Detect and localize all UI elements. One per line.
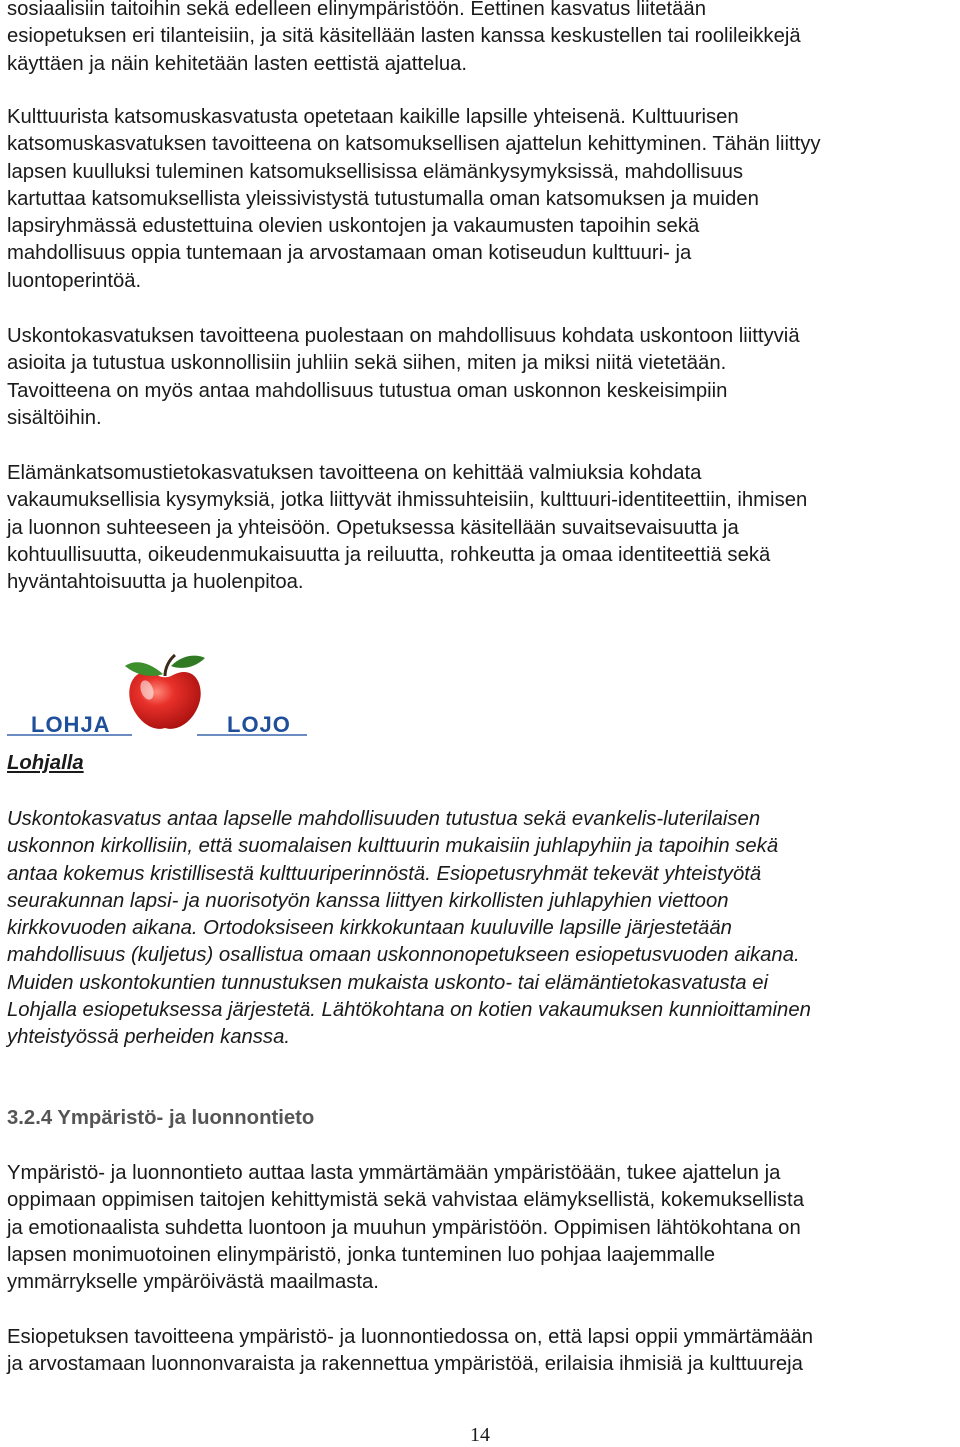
text-line: ymmärrykselle ympäröivästä maailmasta. bbox=[7, 1271, 379, 1294]
text-line: luontoperintöä. bbox=[7, 269, 142, 292]
logo-text-lohja: LOHJA bbox=[31, 712, 111, 737]
text-line: sosiaalisiin taitoihin sekä edelleen elinympäristöön. Eettinen kasvatus liitetään bbox=[7, 0, 706, 20]
lohjalla-subheading: Lohjalla bbox=[7, 752, 84, 774]
text-line: Lohjalla esiopetuksessa järjestetä. Lähtökohtana on kotien vakaumuksen kunnioittaminen bbox=[7, 999, 811, 1022]
text-line: kartuttaa katsomuksellista yleissivistystä tutustumalla oman katsomuksen ja muiden bbox=[7, 187, 759, 210]
text-line: lapsiryhmässä edustettuina olevien uskontojen ja vakaumusten tapoihin sekä bbox=[7, 215, 700, 238]
text-line: seurakunnan lapsi- ja nuorisotyön kanssa liittyen kirkollisten juhlapyhien viettoon bbox=[7, 889, 729, 912]
text-line: Uskontokasvatus antaa lapselle mahdollisuuden tutustua sekä evankelis-luterilaisen bbox=[7, 808, 761, 830]
text-line: Esiopetuksen tavoitteena ympäristö- ja luonnontiedossa on, että lapsi oppii ymmärtämään bbox=[7, 1326, 814, 1348]
text-line: uskonnon kirkollisiin, että suomalaisen kulttuurin mukaisiin juhlapyhiin ja tapoihin sekä bbox=[7, 835, 779, 858]
text-line: vakaumuksellisia kysymyksiä, jotka liittyvät ihmissuhteisiin, kulttuuri-identiteettiin, ihmisen bbox=[7, 489, 808, 512]
text-line: Muiden uskontokuntien tunnustuksen mukaista uskonto- tai elämäntietokasvatusta ei bbox=[7, 971, 768, 994]
text-line: yhteistyössä perheiden kanssa. bbox=[7, 1026, 290, 1049]
paragraph-environment bbox=[7, 1160, 952, 1296]
text-line: asioita ja tutustua uskonnollisiin juhliin sekä siihen, miten ja miksi niitä vietetään. bbox=[7, 352, 727, 375]
text-line: Elämänkatsomustietokasvatuksen tavoitteena on kehittää valmiuksia kohdata bbox=[7, 462, 702, 484]
text-line: Kulttuurista katsomuskasvatusta opetetaan kaikille lapsille yhteisenä. Kulttuurisen bbox=[7, 106, 739, 128]
text-line: mahdollisuus oppia tuntemaan ja arvostamaan oman kotiseudun kulttuuri- ja bbox=[7, 242, 692, 265]
paragraph-ethics-education bbox=[7, 460, 952, 596]
text-line: Uskontokasvatuksen tavoitteena puolestaan on mahdollisuus kohdata uskontoon liittyviä bbox=[7, 325, 800, 347]
text-line: oppimaan oppimisen taitojen kehittymistä sekä vahvistaa elämyksellistä, kokemuksellista bbox=[7, 1189, 804, 1212]
text-line: Ympäristö- ja luonnontieto auttaa lasta ymmärtämään ympäristöään, tukee ajattelun ja bbox=[7, 1162, 781, 1184]
logo-text-lojo: LOJO bbox=[227, 712, 291, 737]
text-line: esiopetuksen eri tilanteisiin, ja sitä käsitellään lasten kanssa keskustellen tai roolileikkejä bbox=[7, 25, 801, 48]
lohja-lojo-logo bbox=[7, 650, 312, 740]
paragraph-lohjalla bbox=[7, 806, 952, 1052]
text-line: kirkkovuoden aikana. Ortodoksiseen kirkkokuntaan kuuluville lapsille järjestetään bbox=[7, 917, 732, 940]
text-line: hyväntahtoisuutta ja huolenpitoa. bbox=[7, 571, 304, 594]
text-line: ja luonnon suhteeseen ja yhteisöön. Opetuksessa käsitellään suvaitsevaisuutta ja bbox=[7, 516, 739, 539]
text-line: käyttäen ja näin kehitetään lasten eettistä ajattelua. bbox=[7, 52, 468, 75]
text-line: mahdollisuus (kuljetus) osallistua omaan uskonnonopetukseen esiopetusvuoden aikana. bbox=[7, 944, 800, 967]
text-line: katsomuskasvatuksen tavoitteena on katsomuksellisen ajattelun kehittyminen. Tähän liittyy bbox=[7, 133, 821, 156]
paragraph-cultural-worldview bbox=[7, 104, 952, 295]
text-line: lapsen monimuotoinen elinympäristö, jonka tunteminen luo pohjaa laajemmalle bbox=[7, 1243, 716, 1266]
section-heading: 3.2.4 Ympäristö- ja luonnontieto bbox=[7, 1107, 315, 1129]
text-line: ja emotionaalista suhdetta luontoon ja muuhun ympäristöön. Oppimisen lähtökohtana on bbox=[7, 1216, 801, 1239]
text-line: sisältöihin. bbox=[7, 406, 102, 429]
text-line: lapsen kuulluksi tuleminen katsomuksellisissa elämänkysymyksissä, mahdollisuus bbox=[7, 160, 744, 183]
paragraph-religious-education bbox=[7, 323, 952, 432]
paragraph-ethics bbox=[7, 0, 952, 78]
text-line: ja arvostamaan luonnonvaraista ja rakennettua ympäristöä, erilaisia ihmisiä ja kulttuureja bbox=[7, 1353, 803, 1376]
text-line: antaa kokemus kristillisestä kulttuuriperinnöstä. Esiopetusryhmät tekevät yhteistyötä bbox=[7, 862, 762, 885]
text-line: kohtuullisuutta, oikeudenmukaisuutta ja reiluutta, rohkeutta ja omaa identiteettiä sekä bbox=[7, 543, 771, 566]
text-line: Tavoitteena on myös antaa mahdollisuus tutustua oman uskonnon keskeisimpiin bbox=[7, 379, 728, 402]
page-number: 14 bbox=[470, 1424, 490, 1446]
paragraph-environment-goals bbox=[7, 1324, 952, 1379]
